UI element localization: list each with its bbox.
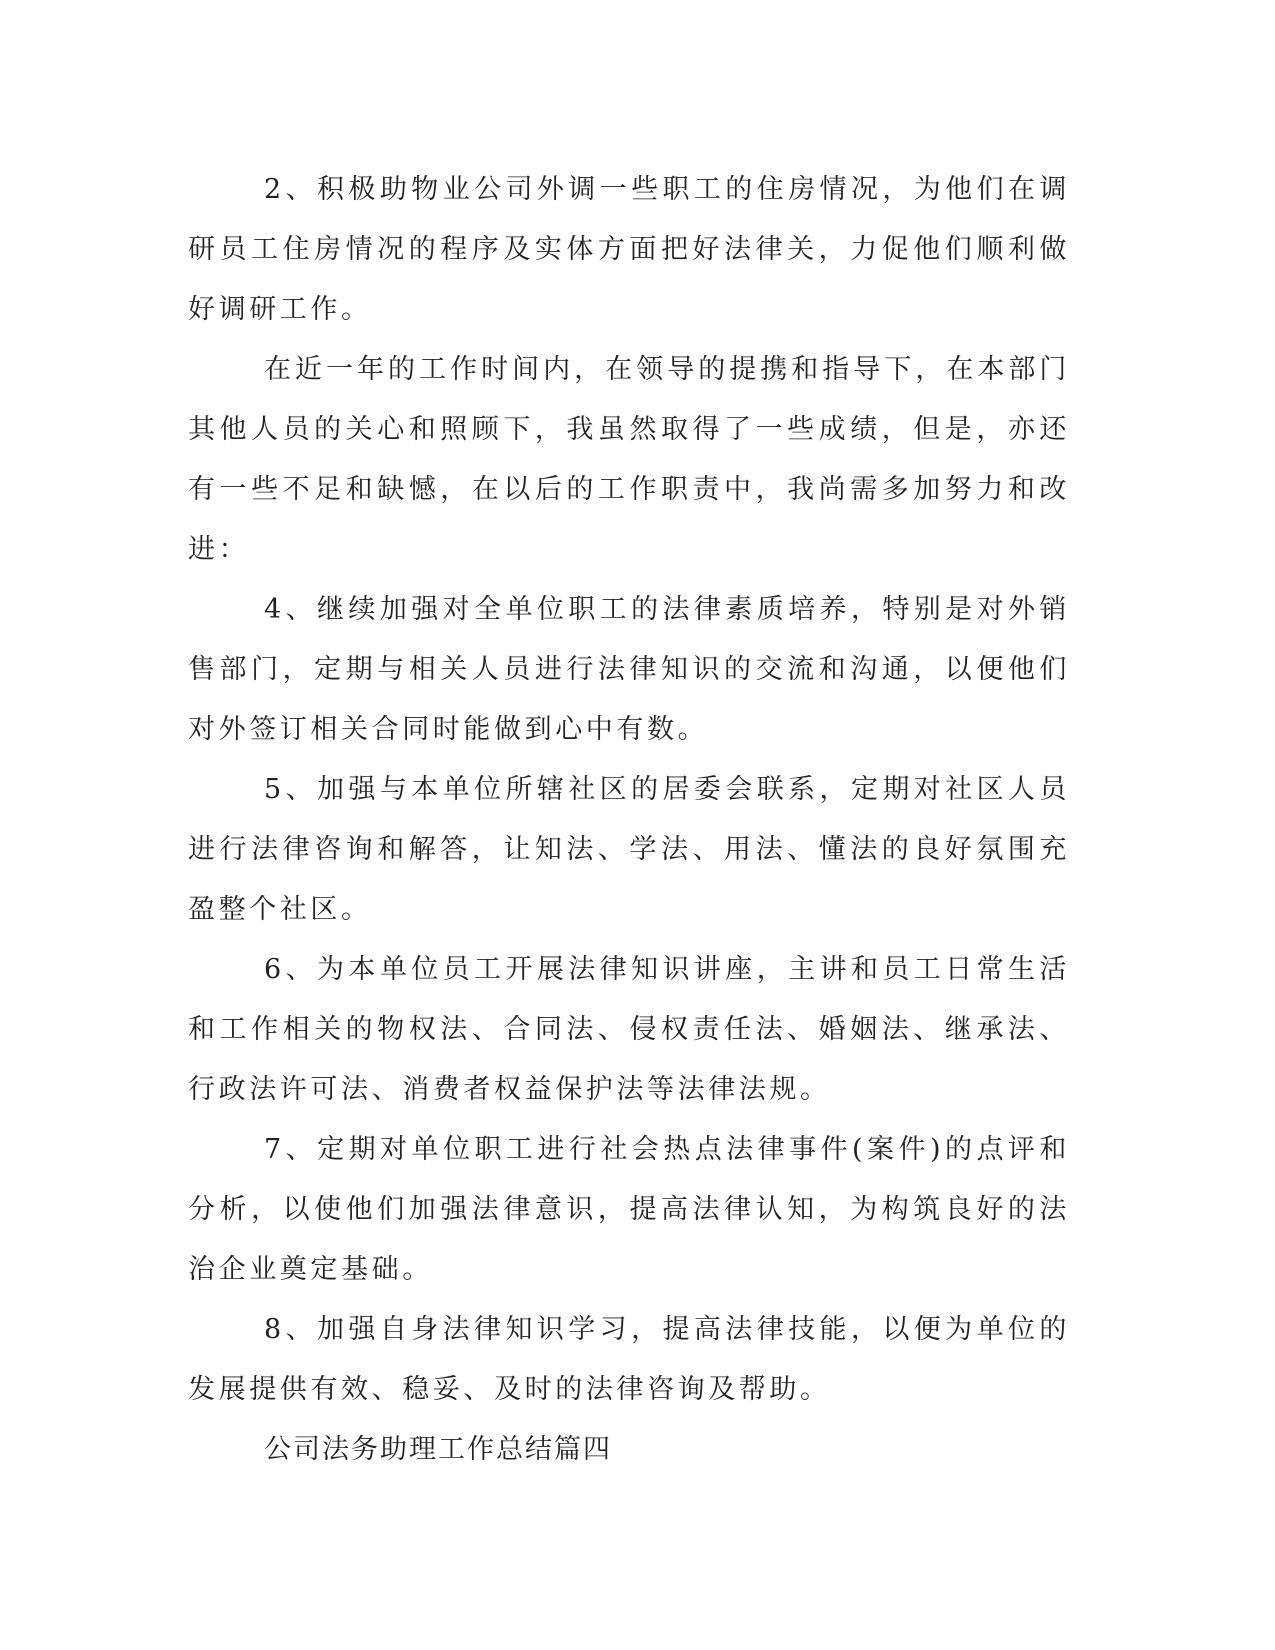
document-body (188, 160, 1070, 1480)
paragraph-housing-research: 2、积极助物业公司外调一些职工的住房情况，为他们在调研员工住房情况的程序及实体方面把好法律关，力促他们顺利做好调研工作。 (188, 174, 1070, 325)
section-heading: 公司法务助理工作总结篇四 (264, 1434, 612, 1465)
paragraph-community-liaison: 5、加强与本单位所辖社区的居委会联系，定期对社区人员进行法律咨询和解答，让知法、学法、用法、懂法的良好氛围充盈整个社区。 (188, 774, 1070, 925)
paragraph-case-review: 7、定期对单位职工进行社会热点法律事件(案件)的点评和分析，以使他们加强法律意识，提高法律认知，为构筑良好的法治企业奠定基础。 (188, 1134, 1070, 1285)
paragraph-legal-training: 4、继续加强对全单位职工的法律素质培养，特别是对外销售部门，定期与相关人员进行法律知识的交流和沟通，以便他们对外签订相关合同时能做到心中有数。 (188, 594, 1070, 745)
paragraph-summary-intro: 在近一年的工作时间内，在领导的提携和指导下，在本部门其他人员的关心和照顾下，我虽然取得了一些成绩，但是，亦还有一些不足和缺憾，在以后的工作职责中，我尚需多加努力和改进： (188, 354, 1070, 565)
paragraph-self-study: 8、加强自身法律知识学习，提高法律技能，以便为单位的发展提供有效、稳妥、及时的法律咨询及帮助。 (188, 1314, 1070, 1405)
paragraph-legal-lectures: 6、为本单位员工开展法律知识讲座，主讲和员工日常生活和工作相关的物权法、合同法、侵权责任法、婚姻法、继承法、行政法许可法、消费者权益保护法等法律法规。 (188, 954, 1070, 1105)
